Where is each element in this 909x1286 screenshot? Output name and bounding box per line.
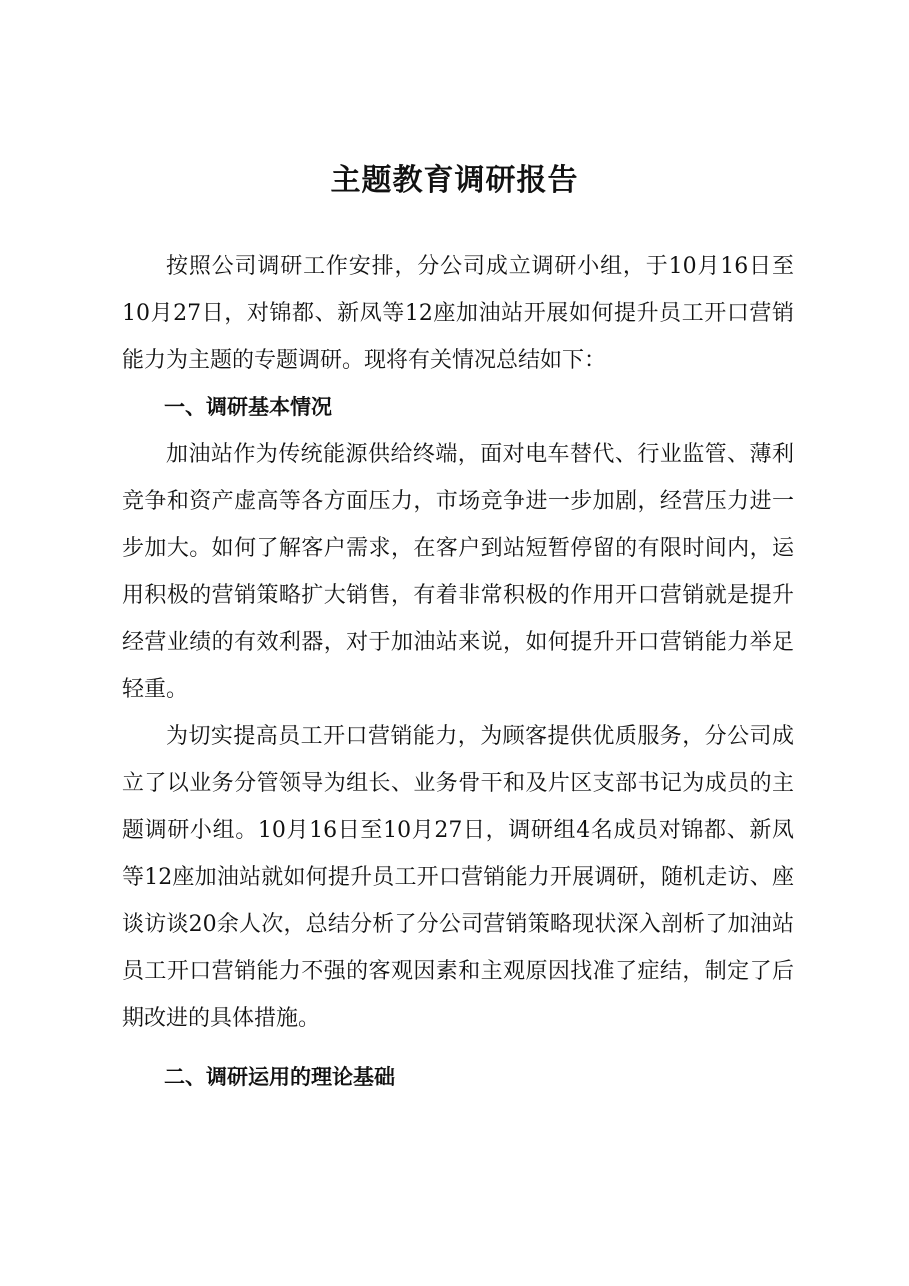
document-body (122, 243, 794, 1101)
section-heading-theoretical-basis: 二、调研运用的理论基础 (164, 1065, 395, 1089)
body-paragraph: 为切实提高员工开口营销能力，为顾客提供优质服务，分公司成立了以业务分管领导为组长、业务骨干和及片区支部书记为成员的主题调研小组。10月16日至10月27日，调研组4名成员对锦都、新凤等12座加油站就如何提升员工开口营销能力开展调研，随机走访、座谈访谈20余人次，总结分析了分公司营销策略现状深入剖析了加油站员工开口营销能力不强的客观因素和主观原因找准了症结，制定了后期改进的具体措施。 (122, 724, 794, 1031)
intro-paragraph: 按照公司调研工作安排，分公司成立调研小组，于10月16日至10月27日，对锦都、新凤等12座加油站开展如何提升员工开口营销能力为主题的专题调研。现将有关情况总结如下： (122, 254, 794, 373)
body-paragraph: 加油站作为传统能源供给终端，面对电车替代、行业监管、薄利竞争和资产虚高等各方面压力，市场竞争进一步加剧，经营压力进一步加大。如何了解客户需求，在客户到站短暂停留的有限时间内，运用积极的营销策略扩大销售，有着非常积极的作用开口营销就是提升经营业绩的有效利器，对于加油站来说，如何提升开口营销能力举足轻重。 (122, 442, 794, 702)
document-title: 主题教育调研报告 (330, 163, 579, 198)
section-heading-basic-situation: 一、调研基本情况 (164, 395, 332, 419)
